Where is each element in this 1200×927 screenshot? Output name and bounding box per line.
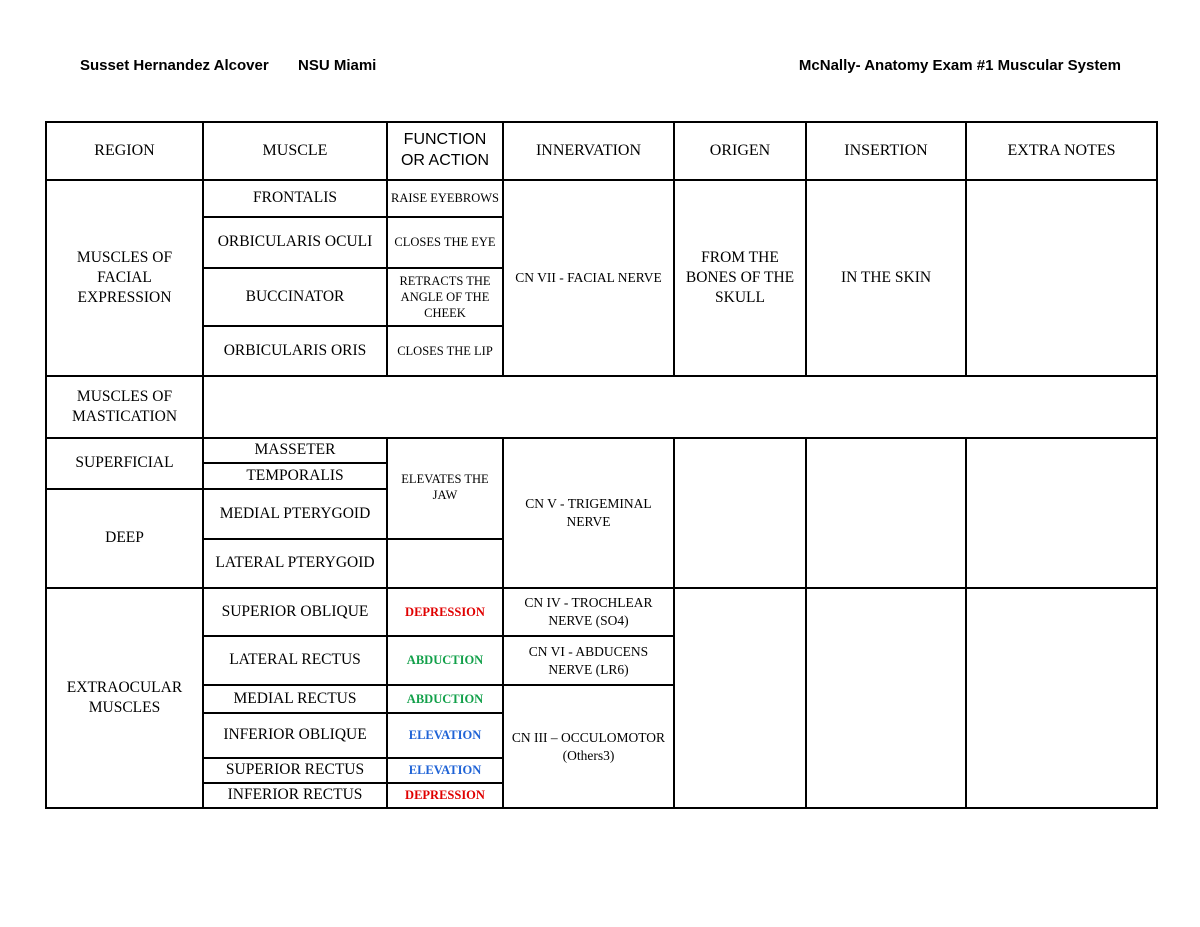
region-superficial: SUPERFICIAL bbox=[45, 437, 204, 490]
header-insertion: INSERTION bbox=[805, 121, 967, 181]
muscle-lateral-pterygoid: LATERAL PTERYGOID bbox=[202, 538, 388, 589]
innervation-trochlear: CN IV - TROCHLEAR NERVE (SO4) bbox=[502, 587, 675, 637]
header-innervation: INNERVATION bbox=[502, 121, 675, 181]
header-origin: ORIGEN bbox=[673, 121, 807, 181]
origin-extraocular bbox=[673, 587, 807, 809]
muscle-inferior-rectus: INFERIOR RECTUS bbox=[202, 782, 388, 809]
muscle-orbicularis-oculi: ORBICULARIS OCULI bbox=[202, 216, 388, 269]
region-deep: DEEP bbox=[45, 488, 204, 589]
origin-mastication bbox=[673, 437, 807, 589]
region-facial-expression: MUSCLES OF FACIAL EXPRESSION bbox=[45, 179, 204, 377]
innervation-facial: CN VII - FACIAL NERVE bbox=[502, 179, 675, 377]
innervation-trigeminal: CN V - TRIGEMINAL NERVE bbox=[502, 437, 675, 589]
origin-facial: FROM THE BONES OF THE SKULL bbox=[673, 179, 807, 377]
muscle-inferior-oblique: INFERIOR OBLIQUE bbox=[202, 712, 388, 759]
function-elevates-jaw: ELEVATES THE JAW bbox=[386, 437, 504, 540]
insertion-mastication bbox=[805, 437, 967, 589]
muscle-lateral-rectus: LATERAL RECTUS bbox=[202, 635, 388, 686]
notes-extraocular bbox=[965, 587, 1158, 809]
function-superior-rectus: ELEVATION bbox=[386, 757, 504, 784]
muscle-masseter: MASSETER bbox=[202, 437, 388, 464]
muscle-superior-rectus: SUPERIOR RECTUS bbox=[202, 757, 388, 784]
function-orbicularis-oris: CLOSES THE LIP bbox=[386, 325, 504, 377]
notes-facial bbox=[965, 179, 1158, 377]
muscle-buccinator: BUCCINATOR bbox=[202, 267, 388, 327]
function-orbicularis-oculi: CLOSES THE EYE bbox=[386, 216, 504, 269]
region-extraocular: EXTRAOCULAR MUSCLES bbox=[45, 587, 204, 809]
author-name: Susset Hernandez Alcover bbox=[80, 57, 269, 74]
notes-mastication bbox=[965, 437, 1158, 589]
function-inferior-oblique: ELEVATION bbox=[386, 712, 504, 759]
document-title: McNally- Anatomy Exam #1 Muscular System bbox=[798, 57, 1121, 74]
innervation-abducens: CN VI - ABDUCENS NERVE (LR6) bbox=[502, 635, 675, 686]
function-lateral-rectus: ABDUCTION bbox=[386, 635, 504, 686]
innervation-occulomotor: CN III – OCCULOMOTOR (Others3) bbox=[502, 684, 675, 809]
region-mastication: MUSCLES OF MASTICATION bbox=[45, 375, 204, 439]
function-lateral-pterygoid bbox=[386, 538, 504, 589]
header-notes: EXTRA NOTES bbox=[965, 121, 1158, 181]
muscle-orbicularis-oris: ORBICULARIS ORIS bbox=[202, 325, 388, 377]
school-name: NSU Miami bbox=[298, 57, 377, 74]
header-function: FUNCTION OR ACTION bbox=[386, 121, 504, 181]
function-inferior-rectus: DEPRESSION bbox=[386, 782, 504, 809]
function-frontalis: RAISE EYEBROWS bbox=[386, 179, 504, 218]
header-muscle: MUSCLE bbox=[202, 121, 388, 181]
function-medial-rectus: ABDUCTION bbox=[386, 684, 504, 714]
muscle-superior-oblique: SUPERIOR OBLIQUE bbox=[202, 587, 388, 637]
insertion-facial: IN THE SKIN bbox=[805, 179, 967, 377]
muscle-frontalis: FRONTALIS bbox=[202, 179, 388, 218]
function-buccinator: RETRACTS THE ANGLE OF THE CHEEK bbox=[386, 267, 504, 327]
muscle-temporalis: TEMPORALIS bbox=[202, 462, 388, 490]
muscle-medial-rectus: MEDIAL RECTUS bbox=[202, 684, 388, 714]
function-superior-oblique: DEPRESSION bbox=[386, 587, 504, 637]
mastication-spacer bbox=[202, 375, 1158, 439]
header-region: REGION bbox=[45, 121, 204, 181]
insertion-extraocular bbox=[805, 587, 967, 809]
muscle-medial-pterygoid: MEDIAL PTERYGOID bbox=[202, 488, 388, 540]
